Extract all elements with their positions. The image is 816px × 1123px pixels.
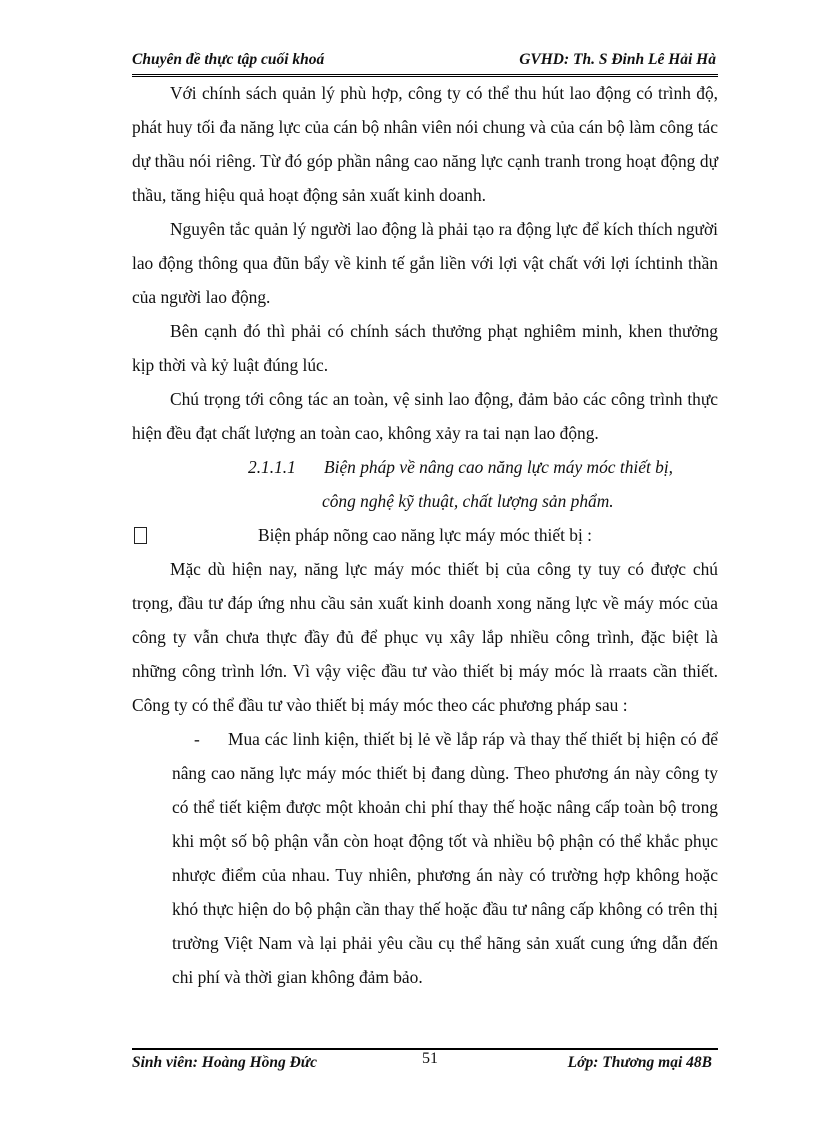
- section-title-line1: Biện pháp về nâng cao năng lực máy móc thiết bị,: [324, 457, 674, 477]
- page-body: [132, 76, 718, 994]
- footer-student: Sinh viên: Hoàng Hồng Đức: [132, 1054, 317, 1071]
- paragraph-2: Nguyên tắc quản lý người lao động là phải tạo ra động lực để kích thích người lao động thông qua đũn bẩy về kinh tế gắn liền với lợi vật chất với lợi íchtinh thần của người lao động.: [132, 219, 718, 307]
- page-footer: [132, 1048, 718, 1080]
- paragraph-4: Chú trọng tới công tác an toàn, vệ sinh lao động, đảm bảo các công trình thực hiện đều đạt chất lượng an toàn cao, không xảy ra tai nạn lao động.: [132, 389, 718, 443]
- paragraph-3: Bên cạnh đó thì phải có chính sách thưởng phạt nghiêm minh, khen thưởng kịp thời và kỷ luật đúng lúc.: [132, 321, 718, 375]
- bullet-heading: [132, 518, 718, 552]
- header-advisor: GVHD: Th. S Đinh Lê Hải Hà: [519, 51, 716, 68]
- paragraph-1: Với chính sách quản lý phù hợp, công ty có thể thu hút lao động có trình độ, phát huy tối đa năng lực của cán bộ nhân viên nói chung và của cán bộ làm công tác dự thầu nói riêng. Từ đó góp phần nâng cao năng lực cạnh tranh trong hoạt động dự thầu, tăng hiệu quả hoạt động sản xuất kinh doanh.: [132, 83, 718, 205]
- section-title-line2: công nghệ kỹ thuật, chất lượng sản phẩm.: [322, 491, 614, 511]
- dash-list-item: [132, 722, 718, 994]
- header-course-title: Chuyên đề thực tập cuối khoá: [132, 51, 325, 68]
- dash-item-text: Mua các linh kiện, thiết bị lẻ về lắp ráp và thay thế thiết bị hiện có để nâng cao năng lực máy móc thiết bị đang dùng. Theo phương án này công ty có thể tiết kiệm được một khoản chi phí thay thế hoặc nâng cấp toàn bộ trong khi một số bộ phận vẫn còn hoạt động tốt và nhiều bộ phận có thể khắc phục nhược điểm của nhau. Tuy nhiên, phương án này có trường hợp không hoặc khó thực hiện do bộ phận cần thay thế hoặc đầu tư nâng cấp không có trên thị trường Việt Nam và lại phải yêu cầu cụ thể hãng sản xuất cung ứng dẫn đến chi phí và thời gian không đảm bảo.: [172, 729, 718, 987]
- section-heading: [132, 450, 718, 518]
- footer-class: Lớp: Thương mại 48B: [567, 1054, 712, 1071]
- paragraph-main: Mặc dù hiện nay, năng lực máy móc thiết bị của công ty tuy có được chú trọng, đầu tư đáp ứng nhu cầu sản xuất kinh doanh xong năng lực về máy móc của công ty vẫn chưa thực đầy đủ để phục vụ xây lắp nhiều công trình, đặc biệt là những công trình lớn. Vì vậy việc đầu tư vào thiết bị máy móc là rraats cần thiết. Công ty có thể đầu tư vào thiết bị máy móc theo các phương pháp sau :: [132, 559, 718, 715]
- page-header: [132, 48, 718, 77]
- bullet-heading-text: Biện pháp nõng cao năng lực máy móc thiết bị :: [258, 525, 592, 545]
- missing-glyph-box-icon: [134, 527, 147, 544]
- dash-marker: -: [194, 729, 200, 749]
- page-number: 51: [422, 1050, 438, 1067]
- section-number: 2.1.1.1: [248, 457, 296, 477]
